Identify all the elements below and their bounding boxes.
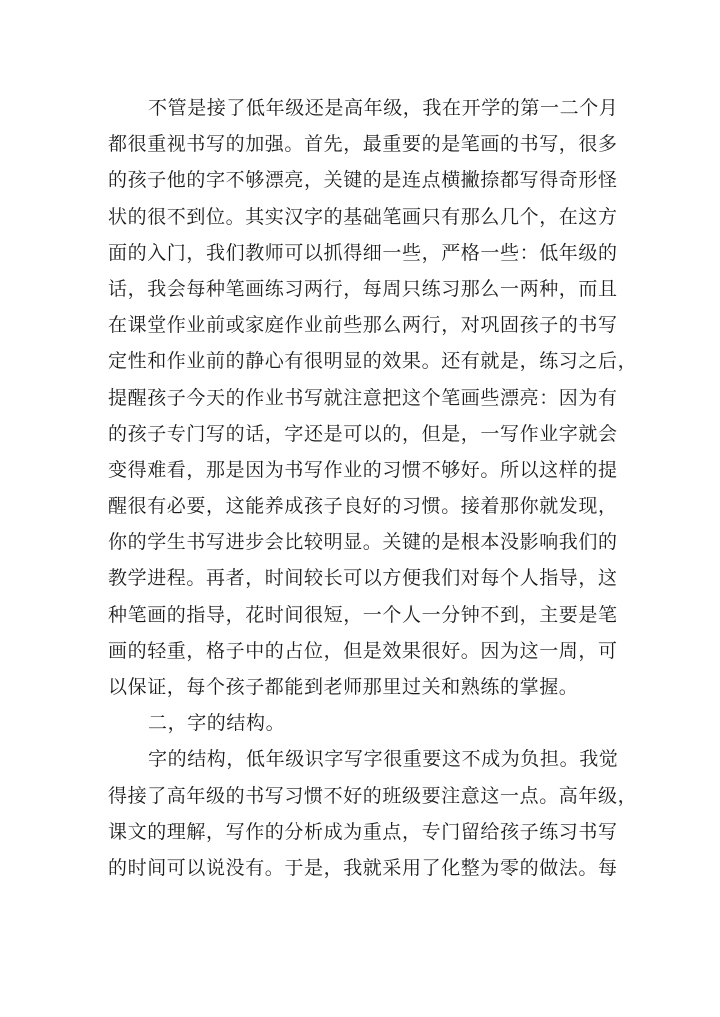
heading-character-structure [108,705,612,741]
text-line: 课文的理解，写作的分析成为重点，专门留给孩子练习书写 [108,820,618,843]
text-line: 变得难看，那是因为书写作业的习惯不够好。所以这样的提 [108,458,618,481]
text-line: 的孩子他的字不够漂亮，关键的是连点横撇捺都写得奇形怪 [108,169,618,192]
text-line: 面的入门，我们教师可以抓得细一些，严格一些：低年级的 [108,241,618,264]
text-line: 都很重视书写的加强。首先，最重要的是笔画的书写，很多 [108,133,618,156]
text-line: 醒很有必要，这能养成孩子良好的习惯。接着那你就发现， [108,495,618,518]
paragraph-character-structure [108,741,638,886]
text-line: 画的轻重，格子中的占位，但是效果很好。因为这一周，可 [108,639,618,662]
text-line: 教学进程。再者，时间较长可以方便我们对每个人指导，这 [108,567,618,590]
text-line: 你的学生书写进步会比较明显。关键的是根本没影响我们的 [108,531,618,554]
text-line: 不管是接了低年级还是高年级，我在开学的第一二个月 [148,97,619,119]
paragraph-stroke-practice [108,90,638,705]
text-line: 的孩子专门写的话，字还是可以的，但是，一写作业字就会 [108,422,618,445]
text-line: 定性和作业前的静心有很明显的效果。还有就是，练习之后， [108,350,638,373]
text-line: 字的结构，低年级识字写字很重要这不成为负担。我觉 [148,748,619,771]
text-line: 提醒孩子今天的作业书写就注意把这个笔画些漂亮：因为有 [108,386,618,409]
section-heading: 二，字的结构。 [148,712,286,735]
text-line: 得接了高年级的书写习惯不好的班级要注意这一点。高年级， [108,784,638,807]
document-body [108,90,638,886]
text-line: 在课堂作业前或家庭作业前些那么两行，对巩固孩子的书写 [108,314,618,337]
text-line: 话，我会每种笔画练习两行，每周只练习那么一两种，而且 [108,277,618,300]
text-line: 状的很不到位。其实汉字的基础笔画只有那么几个，在这方 [108,205,618,228]
text-line: 的时间可以说没有。于是，我就采用了化整为零的做法。每 [108,856,618,879]
text-line: 以保证，每个孩子都能到老师那里过关和熟练的掌握。 [108,676,579,698]
text-line: 种笔画的指导，花时间很短，一个人一分钟不到，主要是笔 [108,603,618,626]
